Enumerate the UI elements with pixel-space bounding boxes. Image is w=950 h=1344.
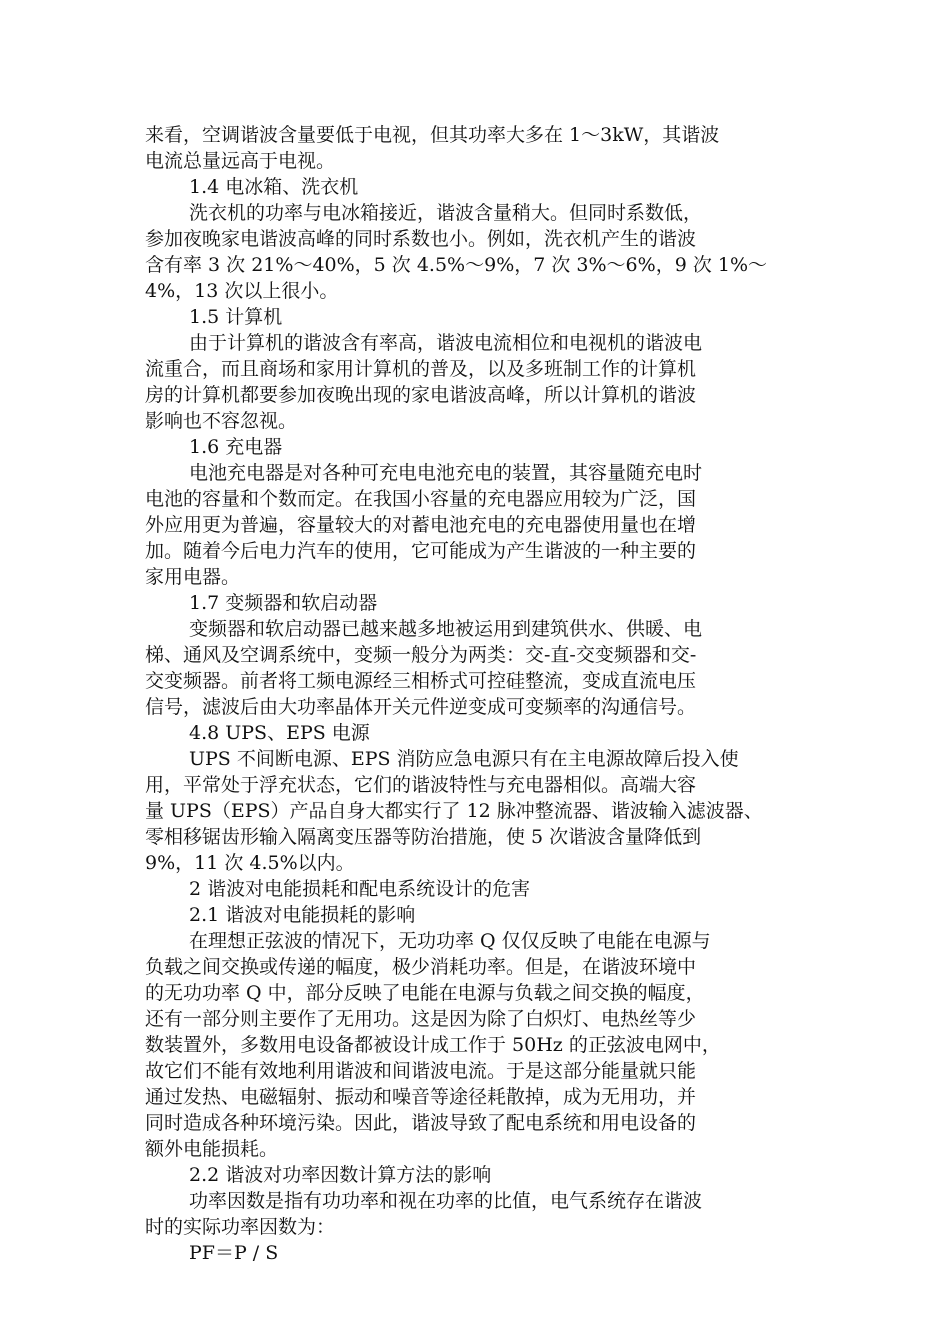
- section-heading: 1.7 变频器和软启动器: [189, 592, 378, 614]
- paragraph-line: 由于计算机的谐波含有率高，谐波电流相位和电视机的谐波电: [189, 332, 703, 354]
- paragraph-line: 含有率 3 次 21%～40%，5 次 4.5%～9%，7 次 3%～6%，9 次 1%～: [145, 254, 768, 276]
- paragraph-line: 电流总量远高于电视。: [145, 150, 336, 172]
- section-heading: 4.8 UPS、EPS 电源: [189, 722, 370, 744]
- paragraph-line: 故它们不能有效地利用谐波和间谐波电流。于是这部分能量就只能: [145, 1060, 697, 1082]
- paragraph-line: 影响也不容忽视。: [145, 410, 298, 432]
- paragraph-line: 用，平常处于浮充状态，它们的谐波特性与充电器相似。高端大容: [145, 774, 697, 796]
- section-heading: 1.5 计算机: [189, 306, 283, 328]
- paragraph-line: 量 UPS（EPS）产品自身大都实行了 12 脉冲整流器、谐波输入滤波器、: [145, 800, 763, 822]
- paragraph-line: 9%，11 次 4.5%以内。: [145, 852, 355, 874]
- paragraph-line: 来看，空调谐波含量要低于电视，但其功率大多在 1～3kW，其谐波: [145, 124, 720, 146]
- paragraph-line: 时的实际功率因数为：: [145, 1216, 336, 1238]
- paragraph-line: 变频器和软启动器已越来越多地被运用到建筑供水、供暖、电: [189, 618, 703, 640]
- paragraph-line: 交变频器。前者将工频电源经三相桥式可控硅整流，变成直流电压: [145, 670, 697, 692]
- paragraph-line: UPS 不间断电源、EPS 消防应急电源只有在主电源故障后投入使: [189, 748, 739, 770]
- paragraph-line: 电池的容量和个数而定。在我国小容量的充电器应用较为广泛，国: [145, 488, 697, 510]
- section-heading: 1.4 电冰箱、洗衣机: [189, 176, 359, 198]
- paragraph-line: 功率因数是指有功功率和视在功率的比值，电气系统存在谐波: [189, 1190, 703, 1212]
- paragraph-line: 信号，滤波后由大功率晶体开关元件逆变成可变频率的沟通信号。: [145, 696, 697, 718]
- paragraph-line: 梯、通风及空调系统中，变频一般分为两类：交-直-交变频器和交-: [145, 644, 697, 666]
- paragraph-line: 还有一部分则主要作了无用功。这是因为除了白炽灯、电热丝等少: [145, 1008, 697, 1030]
- paragraph-line: 同时造成各种环境污染。因此，谐波导致了配电系统和用电设备的: [145, 1112, 697, 1134]
- paragraph-line: 额外电能损耗。: [145, 1138, 279, 1160]
- paragraph-line: 流重合，而且商场和家用计算机的普及，以及多班制工作的计算机: [145, 358, 697, 380]
- paragraph-line: 外应用更为普遍，容量较大的对蓄电池充电的充电器使用量也在增: [145, 514, 697, 536]
- paragraph-line: 参加夜晚家电谐波高峰的同时系数也小。例如，洗衣机产生的谐波: [145, 228, 697, 250]
- section-heading: 1.6 充电器: [189, 436, 283, 458]
- paragraph-line: 家用电器。: [145, 566, 241, 588]
- paragraph-line: 房的计算机都要参加夜晚出现的家电谐波高峰，所以计算机的谐波: [145, 384, 697, 406]
- paragraph-line: 加。随着今后电力汽车的使用，它可能成为产生谐波的一种主要的: [145, 540, 697, 562]
- paragraph-line: 通过发热、电磁辐射、振动和噪音等途径耗散掉，成为无用功，并: [145, 1086, 697, 1108]
- paragraph-line: 4%，13 次以上很小。: [145, 280, 339, 302]
- section-heading: 2.1 谐波对电能损耗的影响: [189, 904, 416, 926]
- section-heading: 2 谐波对电能损耗和配电系统设计的危害: [189, 878, 531, 900]
- section-heading: 2.2 谐波对功率因数计算方法的影响: [189, 1164, 492, 1186]
- paragraph-line: 洗衣机的功率与电冰箱接近，谐波含量稍大。但同时系数低，: [189, 202, 703, 224]
- document-body: [145, 122, 825, 1266]
- paragraph-line: 电池充电器是对各种可充电电池充电的装置，其容量随充电时: [189, 462, 703, 484]
- paragraph-line: 在理想正弦波的情况下，无功功率 Q 仅仅反映了电能在电源与: [189, 930, 711, 952]
- paragraph-line: 零相移锯齿形输入隔离变压器等防治措施，使 5 次谐波含量降低到: [145, 826, 702, 848]
- formula-line: PF＝P / S: [189, 1242, 279, 1264]
- paragraph-line: 数装置外，多数用电设备都被设计成工作于 50Hz 的正弦波电网中，: [145, 1034, 721, 1056]
- paragraph-line: 的无功功率 Q 中，部分反映了电能在电源与负载之间交换的幅度，: [145, 982, 705, 1004]
- paragraph-line: 负载之间交换或传递的幅度，极少消耗功率。但是，在谐波环境中: [145, 956, 697, 978]
